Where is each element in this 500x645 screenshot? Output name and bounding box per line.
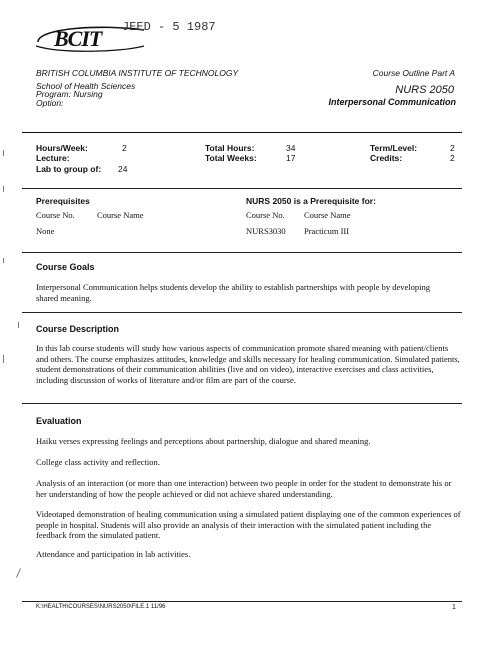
term-level-label: Term/Level: xyxy=(370,143,418,153)
scan-mark xyxy=(18,322,19,328)
evaluation-item: Videotaped demonstration of healing communication using a simulated patient displaying one of the common experiences of people in hospital. Students will also provide an analysis of their interaction with the simulated patient including the feedback from the simulated patient. xyxy=(36,509,461,540)
term-level-value: 2 xyxy=(450,143,455,153)
course-description-text: In this lab course students will study how various aspects of communication promote shared meaning with patient/clients and others. The course emphasizes attitudes, knowledge and skills necessary for healing communication. Simulated patients, student demonstrations of their communication abilities (live and on video), interactive exercises and class activities, including discussion of works of literature and/or film are part of the course. xyxy=(36,343,460,385)
scan-mark xyxy=(3,258,4,263)
total-weeks-value: 17 xyxy=(286,153,296,163)
file-path-footer: K:\HEALTH\COURSES\NURS2050\FILE.1 11/96 xyxy=(36,604,166,610)
goals-divider xyxy=(22,312,462,313)
prerequisite-for-heading: NURS 2050 is a Prerequisite for: xyxy=(246,196,376,206)
received-stamp: JEED - 5 1987 xyxy=(122,20,216,34)
course-title: Interpersonal Communication xyxy=(328,97,456,107)
school-name: School of Health Sciences xyxy=(36,81,136,91)
credits-label: Credits: xyxy=(370,153,403,163)
lab-group-value: 24 xyxy=(118,164,128,174)
header-divider xyxy=(22,132,462,133)
evaluation-item: Attendance and participation in lab activities. xyxy=(36,549,191,559)
lab-group-label: Lab to group of: xyxy=(36,164,102,174)
document-type: Course Outline Part A xyxy=(372,68,455,78)
program-name: Program: Nursing xyxy=(36,89,103,99)
prereq-for-col-course-no: Course No. xyxy=(246,210,285,220)
prereq-for-course-name: Practicum III xyxy=(304,226,350,236)
description-divider xyxy=(22,403,462,404)
credits-value: 2 xyxy=(450,153,455,163)
lecture-label: Lecture: xyxy=(36,153,70,163)
logo-text: BCIT xyxy=(54,26,102,51)
prereq-for-col-course-name: Course Name xyxy=(304,210,351,220)
course-code: NURS 2050 xyxy=(395,84,454,96)
page-number: 1 xyxy=(452,604,456,611)
hours-divider xyxy=(22,188,462,189)
option-label: Option: xyxy=(36,98,64,108)
evaluation-item: Haiku verses expressing feelings and perceptions about partnership, dialogue and shared meaning. xyxy=(36,436,371,446)
prereq-col-course-name: Course Name xyxy=(97,210,144,220)
scan-mark xyxy=(3,150,4,156)
total-hours-label: Total Hours: xyxy=(205,143,255,153)
evaluation-item: Analysis of an interaction (or more than one interaction) between two people in order for the student to demonstrate his or her understanding of how the people achieved or did not achieve shared understanding. xyxy=(36,478,452,499)
prereq-divider xyxy=(22,252,462,253)
institution-name: BRITISH COLUMBIA INSTITUTE OF TECHNOLOGY xyxy=(36,68,239,78)
scan-mark xyxy=(3,355,4,363)
footer-divider xyxy=(22,601,462,602)
prereq-for-course-no: NURS3030 xyxy=(246,226,286,236)
course-goals-heading: Course Goals xyxy=(36,262,95,272)
evaluation-heading: Evaluation xyxy=(36,416,82,426)
scan-mark xyxy=(3,186,4,192)
prereq-col-course-no: Course No. xyxy=(36,210,75,220)
course-goals-text: Interpersonal Communication helps students develop the ability to establish partnerships with people by developing shared meaning. xyxy=(36,282,430,303)
hours-week-value: 2 xyxy=(122,143,127,153)
course-description-heading: Course Description xyxy=(36,324,120,334)
evaluation-item: College class activity and reflection. xyxy=(36,457,160,467)
prerequisites-heading: Prerequisites xyxy=(36,196,90,206)
total-hours-value: 34 xyxy=(286,143,296,153)
scan-mark xyxy=(16,568,21,577)
total-weeks-label: Total Weeks: xyxy=(205,153,257,163)
prereq-none: None xyxy=(36,226,55,236)
hours-week-label: Hours/Week: xyxy=(36,143,88,153)
